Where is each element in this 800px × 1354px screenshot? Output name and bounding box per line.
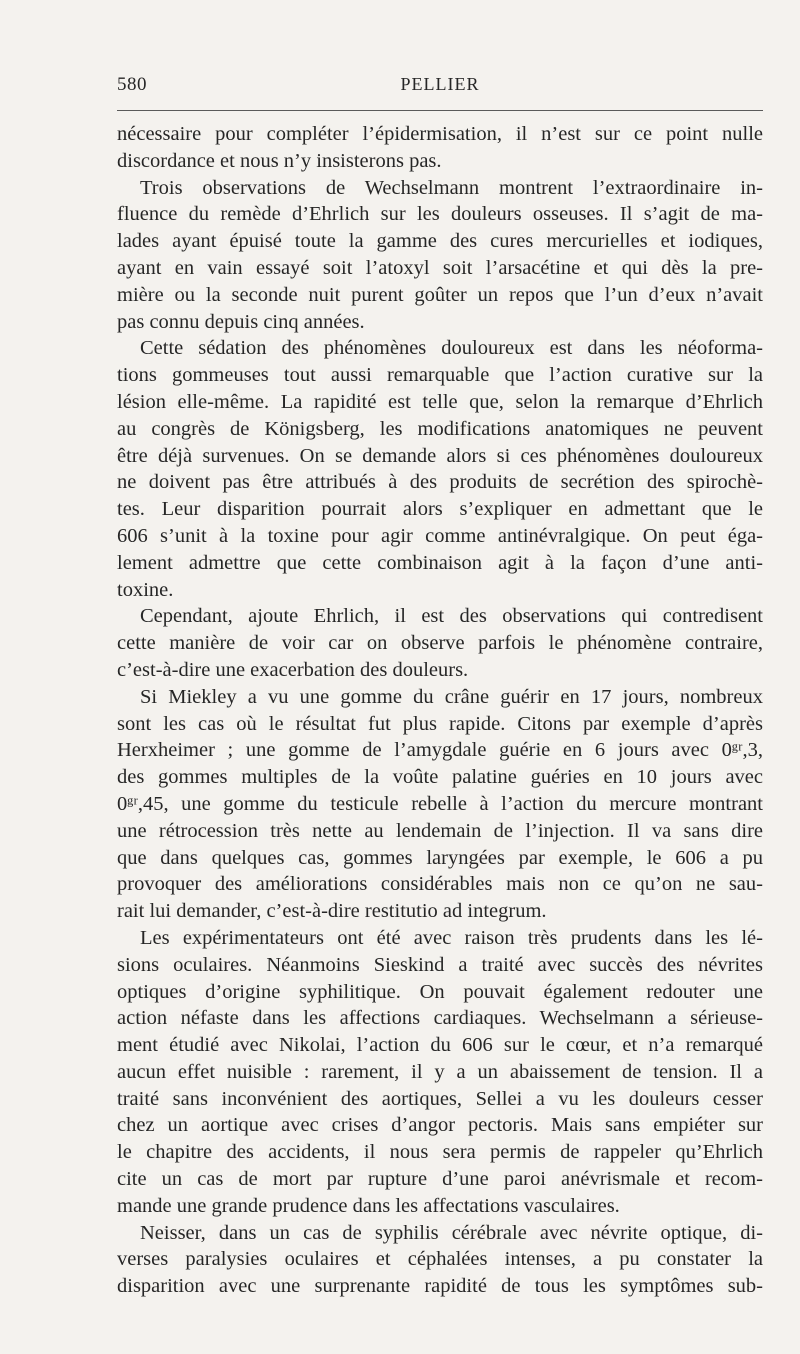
- text-line: tions gommeuses tout aussi remarquable que l’action curative sur la: [117, 364, 763, 387]
- text-line: lésion elle-même. La rapidité est telle que, selon la remarque d’Ehrlich: [117, 390, 763, 413]
- text-line: sont les cas où le résultat fut plus rapide. Citons par exemple d’après: [117, 712, 763, 735]
- text-line: le chapitre des accidents, il nous sera permis de rappeler qu’Ehrlich: [117, 1141, 763, 1164]
- body-text: [117, 121, 763, 1300]
- text-line: au congrès de Königsberg, les modifications anatomiques ne peuvent: [117, 417, 763, 440]
- text-line: provoquer des améliorations considérables mais non ce qu’on ne sau-: [117, 873, 763, 896]
- text-line: mande une grande prudence dans les affectations vasculaires.: [117, 1194, 620, 1217]
- text-line: nécessaire pour compléter l’épidermisation, il n’est sur ce point nulle: [117, 123, 763, 145]
- text-line: lement admettre que cette combinaison agit à la façon d’une anti-: [117, 551, 763, 574]
- page-header: [117, 74, 763, 104]
- running-title: PELLIER: [400, 74, 480, 94]
- text-line: mière ou la seconde nuit purent goûter un repos que l’un d’eux n’avait: [117, 283, 763, 306]
- text-line: traité sans inconvénient des aortiques, Sellei a vu les douleurs cesser: [117, 1087, 763, 1110]
- text-line: optiques d’origine syphilitique. On pouvait également redouter une: [117, 980, 763, 1003]
- text-line: cite un cas de mort par rupture d’une paroi anévrismale et recom-: [117, 1168, 763, 1191]
- text-line: action néfaste dans les affections cardiaques. Wechselmann a sérieuse-: [117, 1007, 763, 1030]
- text-line: verses paralysies oculaires et céphalées intenses, a pu constater la: [117, 1248, 763, 1271]
- text-line: Si Miekley a vu une gomme du crâne guérir en 17 jours, nombreux: [140, 685, 763, 708]
- text-line: toxine.: [117, 578, 174, 601]
- text-line: sions oculaires. Néanmoins Sieskind a traité avec succès des névrites: [117, 953, 763, 976]
- text-line: 606 s’unit à la toxine pour agir comme antinévralgique. On peut éga-: [117, 524, 763, 547]
- text-line: ment étudié avec Nikolai, l’action du 606 sur le cœur, et n’a remarqué: [117, 1034, 763, 1057]
- text-line: Herxheimer ; une gomme de l’amygdale guérie en 6 jours avec 0ᵍʳ,3,: [117, 739, 763, 762]
- text-line: Cependant, ajoute Ehrlich, il est des observations qui contredisent: [140, 605, 763, 628]
- text-line: Trois observations de Wechselmann montrent l’extraordinaire in-: [140, 176, 763, 199]
- text-line: Neisser, dans un cas de syphilis cérébrale avec névrite optique, di-: [140, 1221, 763, 1244]
- text-line: disparition avec une surprenante rapidité de tous les symptômes sub-: [117, 1275, 763, 1298]
- text-line: c’est-à-dire une exacerbation des douleurs.: [117, 658, 469, 681]
- text-line: une rétrocession très nette au lendemain de l’injection. Il va sans dire: [117, 819, 763, 842]
- header-rule: [117, 110, 763, 111]
- text-line: chez un aortique avec crises d’angor pectoris. Mais sans empiéter sur: [117, 1114, 763, 1137]
- text-line: fluence du remède d’Ehrlich sur les douleurs osseuses. Il s’agit de ma-: [117, 203, 763, 226]
- text-line: Cette sédation des phénomènes douloureux est dans les néoforma-: [140, 337, 763, 360]
- text-line: lades ayant épuisé toute la gamme des cures mercurielles et iodiques,: [117, 230, 763, 253]
- text-line: ayant en vain essayé soit l’atoxyl soit l’arsacétine et qui dès la pre-: [117, 256, 763, 279]
- text-line: rait lui demander, c’est-à-dire restitutio ad integrum.: [117, 900, 547, 923]
- text-line: Les expérimentateurs ont été avec raison très prudents dans les lé-: [140, 926, 763, 949]
- text-line: des gommes multiples de la voûte palatine guéries en 10 jours avec: [117, 766, 763, 789]
- text-line: aucun effet nuisible : rarement, il y a un abaissement de tension. Il a: [117, 1060, 763, 1083]
- page-number: 580: [117, 74, 147, 95]
- text-line: 0ᵍʳ,45, une gomme du testicule rebelle à l’action du mercure montrant: [117, 792, 763, 815]
- text-line: tes. Leur disparition pourrait alors s’expliquer en admettant que le: [117, 498, 763, 521]
- text-line: cette manière de voir car on observe parfois le phénomène contraire,: [117, 632, 763, 655]
- text-line: pas connu depuis cinq années.: [117, 310, 365, 333]
- text-line: ne doivent pas être attribués à des produits de secrétion des spirochè-: [117, 471, 763, 494]
- text-line: que dans quelques cas, gommes laryngées par exemple, le 606 a pu: [117, 846, 763, 869]
- text-line: être déjà survenues. On se demande alors si ces phénomènes douloureux: [117, 444, 763, 467]
- text-line: discordance et nous n’y insisterons pas.: [117, 149, 442, 172]
